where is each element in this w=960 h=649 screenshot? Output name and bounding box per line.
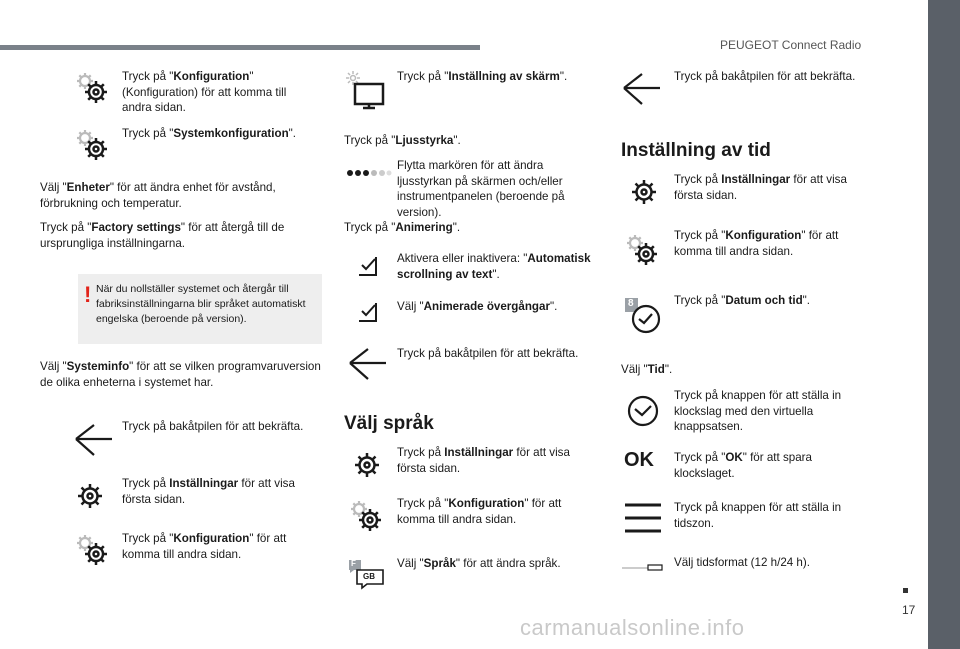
exclamation-icon: ! [84,282,92,307]
text-datum-och-tid: Tryck på "Datum och tid". [674,294,810,307]
text-installningar: Tryck på Inställningar för att visa första sidan. [674,173,847,202]
gears-icon [74,127,110,163]
text-automatisk-scrollning: Aktivera eller inaktivera: "Automatisk scrollning av text". [397,252,591,281]
gear-icon [76,482,104,510]
text-back-confirm: Tryck på bakåtpilen för att bekräfta. [122,420,304,433]
language-icon-from: F [351,559,356,568]
text-animerade-overgangar: Välj "Animerade övergångar". [397,300,558,313]
warning-note-text: När du nollställer systemet och återgår till fabriksinställningarna blir språket automatiskt engelska (beroende på version). [96,283,306,325]
text-installningar: Tryck på Inställningar för att visa första sidan. [122,477,295,506]
language-icon-to: GB [363,572,375,581]
text-tidsformat: Välj tidsformat (12 h/24 h). [674,556,810,569]
text-konfiguration: Tryck på "Konfiguration" för att komma till andra sidan. [397,497,562,526]
text-stalla-klockslag: Tryck på knappen för att ställa in klockslag med den virtuella knappsatsen. [674,389,842,433]
gears-icon [624,232,660,268]
gear-icon [630,178,658,206]
watermark: carmanualsonline.info [520,615,745,640]
clock-icon-badge: 8 [628,298,634,309]
checkbox-checked-icon [358,302,378,322]
gears-icon [74,70,110,106]
text-valj-sprak: Välj "Språk" för att ändra språk. [397,557,561,570]
gears-icon [348,498,384,534]
text-factory-settings: Tryck på "Factory settings" för att återgå till de ursprungliga inställningarna. [40,221,285,250]
clock-icon [624,297,664,335]
text-konfiguration: Tryck på "Konfiguration" för att komma till andra sidan. [674,229,839,258]
screen-brightness-icon [345,70,385,110]
clock-check-icon [626,394,660,428]
heading-installning-tid: Inställning av tid [621,140,771,161]
brightness-slider-icon [346,168,390,178]
text-back-confirm: Tryck på bakåtpilen för att bekräfta. [397,347,579,360]
toggle-slider-icon [622,562,664,572]
text-konfiguration-intro: Tryck på "Konfiguration" (Konfiguration) för att komma till andra sidan. [122,70,287,114]
back-arrow-icon [348,347,388,381]
text-ok-spara: Tryck på "OK" för att spara klockslaget. [674,451,812,480]
text-animering: Tryck på "Animering". [344,221,461,234]
text-systeminfo: Välj "Systeminfo" för att se vilken programvaruversion de olika enheterna i systemet har. [40,360,321,389]
page-number: 17 [902,603,916,617]
ok-icon: OK [624,449,654,471]
text-installning-skarm: Tryck på "Inställning av skärm". [397,70,568,83]
text-installningar: Tryck på Inställningar för att visa första sidan. [397,446,570,475]
text-back-confirm: Tryck på bakåtpilen för att bekräfta. [674,70,856,83]
text-systemkonfiguration: Tryck på "Systemkonfiguration". [122,127,297,140]
back-arrow-icon [622,72,662,106]
text-tidszon: Tryck på knappen för att ställa in tidszon. [674,501,842,530]
text-valj-tid: Välj "Tid". [621,363,673,376]
side-band [928,0,960,649]
warning-note [78,274,322,344]
heading-valj-sprak: Välj språk [344,413,434,434]
list-icon [624,502,662,534]
checkbox-checked-icon [358,256,378,276]
gears-icon [74,532,110,568]
text-enheter: Välj "Enheter" för att ändra enhet för avstånd, förbrukning och temperatur. [40,181,276,210]
gear-icon [353,451,381,479]
text-flytta-markoren: Flytta markören för att ändra ljusstyrkan på skärmen och/eller instrumentpanelen (beroende på version). [397,159,565,219]
back-arrow-icon [74,423,114,457]
text-konfiguration: Tryck på "Konfiguration" för att komma till andra sidan. [122,532,287,561]
page-header-title: PEUGEOT Connect Radio [720,38,862,52]
text-ljusstyrka: Tryck på "Ljusstyrka". [344,134,461,147]
header-bar [0,45,480,50]
end-marker [903,588,908,593]
language-icon [346,558,386,590]
